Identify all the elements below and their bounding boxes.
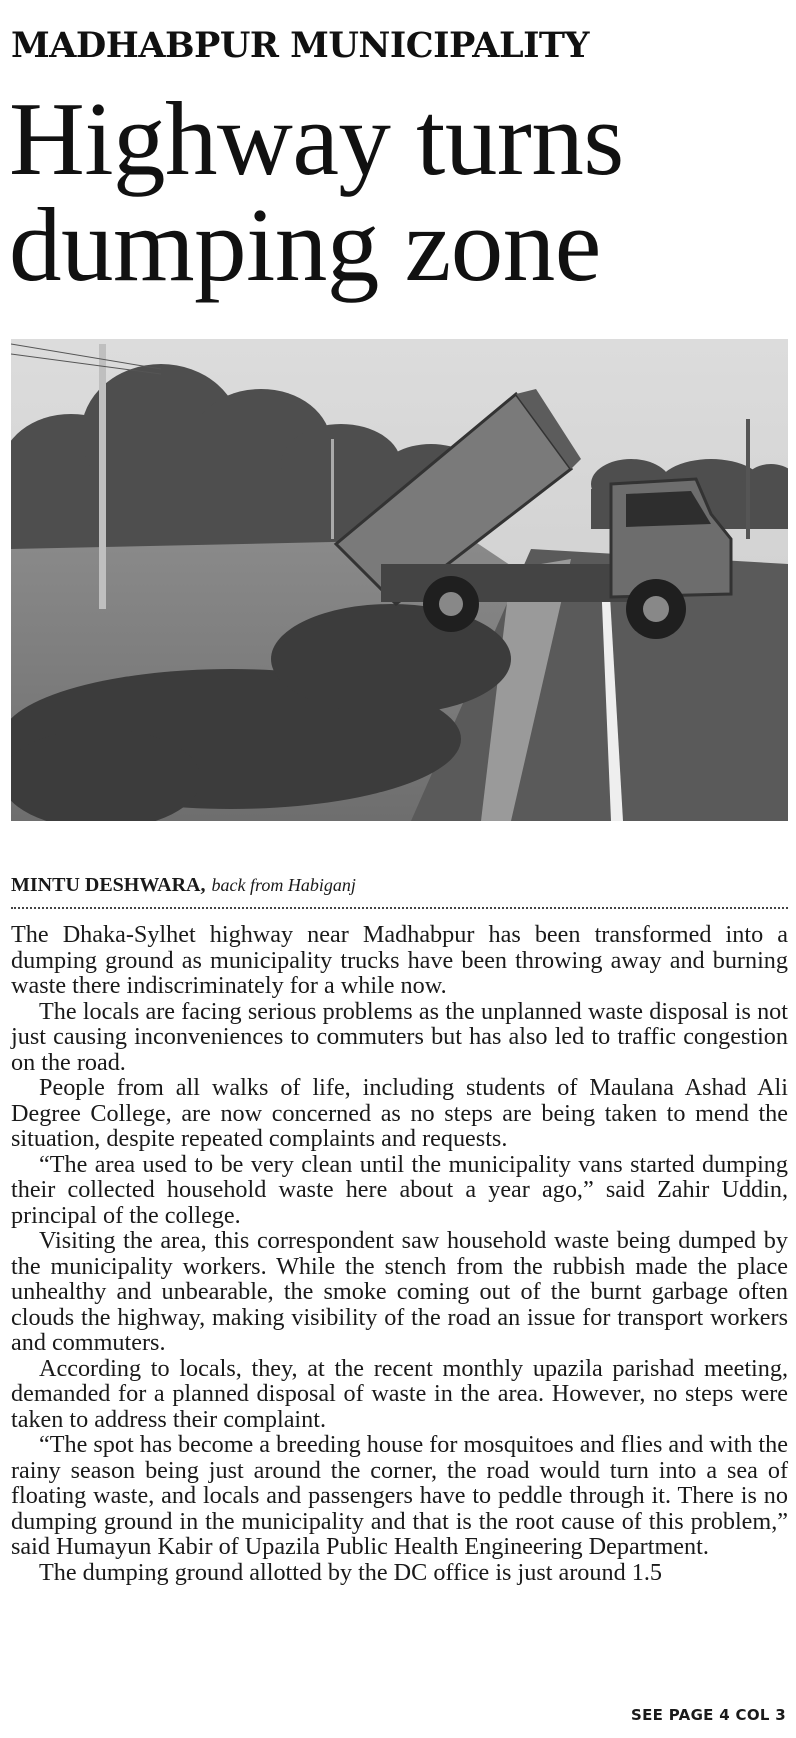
- utility-pole: [99, 344, 106, 609]
- continued-jump-line: SEE PAGE 4 COL 3: [631, 1706, 786, 1724]
- byline-divider: [11, 907, 788, 909]
- news-photo: [11, 339, 788, 821]
- section-kicker: MADHABPUR MUNICIPALITY: [11, 25, 589, 66]
- paragraph: The locals are facing serious problems as the unplanned waste disposal is not just causing inconveniences to commuters but has also led to traffic congestion on the road.: [11, 997, 788, 1076]
- paragraph: The dumping ground allotted by the DC office is just around 1.5: [39, 1558, 662, 1586]
- dateline: back from Habiganj: [211, 875, 356, 895]
- article-body: [11, 922, 788, 1585]
- author-name: MINTU DESHWARA,: [11, 874, 206, 896]
- paragraph: “The spot has become a breeding house for mosquitoes and flies and with the rainy season being just around the corner, the road would turn into a sea of floating waste, and locals and passengers have to peddle through it. There is no dumping ground in the municipality and that is the root cause of this problem,” said Humayun Kabir of Upazila Public Health Engineering Department.: [11, 1431, 788, 1560]
- byline: [11, 873, 356, 897]
- headline: Highway turns dumping zone: [9, 80, 624, 303]
- paragraph: People from all walks of life, including students of Maulana Ashad Ali Degree College, are now concerned as no steps are being taken to mend the situation, despite repeated complaints and requests.: [11, 1074, 788, 1152]
- paragraph: “The area used to be very clean until the municipality vans started dumping their collected household waste here about a year ago,” said Zahir Uddin, principal of the college.: [11, 1150, 788, 1229]
- paragraph: The Dhaka-Sylhet highway near Madhabpur has been transformed into a dumping ground as municipality trucks have been throwing away and burning waste there indiscriminately for a while now.: [11, 921, 788, 999]
- paragraph: Visiting the area, this correspondent saw household waste being dumped by the municipality workers. While the stench from the rubbish made the place unhealthy and unbearable, the smoke coming out of the burnt garbage often clouds the highway, making visibility of the road an issue for transport workers and commuters.: [11, 1227, 788, 1356]
- paragraph: According to locals, they, at the recent monthly upazila parishad meeting, demanded for a planned disposal of waste in the area. However, no steps were taken to address their complaint.: [11, 1354, 788, 1433]
